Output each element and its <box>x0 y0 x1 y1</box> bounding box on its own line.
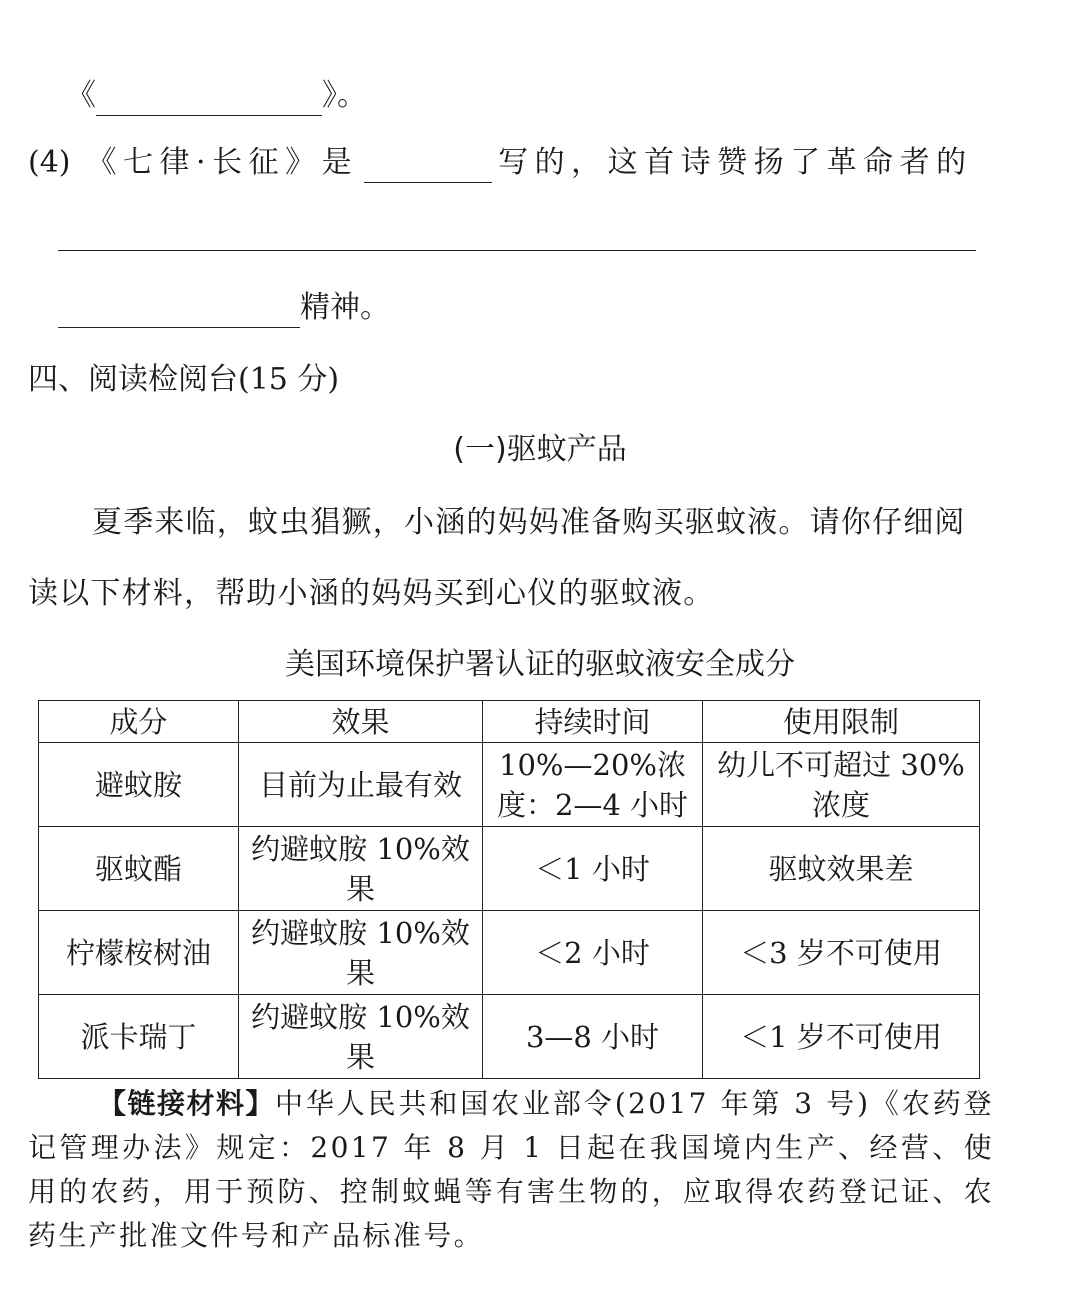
table-cell: ＜1 岁不可使用 <box>703 995 980 1079</box>
q4-tail-line <box>58 288 390 328</box>
link-material-text: 中华人民共和国农业部令(2017 年第 3 号)《农药登记管理办法》规定：2017 年 8 月 1 日起在我国境内生产、经营、使用的农药，用于预防、控制蚊蝇等有害生物的，应取得农药登记证、农药生产批准文件号和产品标准号。 <box>28 1087 994 1252</box>
table-cell: 柠檬桉树油 <box>39 911 239 995</box>
q4-spirit-blank[interactable] <box>58 297 300 328</box>
intro-line-1: 夏季来临，蚊虫猖獗，小涵的妈妈准备购买驱蚊液。请你仔细阅 <box>92 505 966 540</box>
table-cell: ＜2 小时 <box>483 911 703 995</box>
q4-answer-line-full[interactable] <box>58 250 976 251</box>
q4-author-blank[interactable] <box>364 152 492 183</box>
q4-line <box>28 143 973 183</box>
header-cell: 持续时间 <box>483 701 703 743</box>
table-row <box>39 743 980 827</box>
table-cell: 驱蚊酯 <box>39 827 239 911</box>
table-cell: 派卡瑞丁 <box>39 995 239 1079</box>
table-header-row <box>39 701 980 743</box>
link-material-paragraph <box>28 1082 994 1258</box>
header-cell: 效果 <box>239 701 483 743</box>
ingredient-table <box>38 700 980 1079</box>
q4-text-a: 《七律·长征》是 <box>86 145 359 180</box>
book-title-close: 》。 <box>322 78 367 113</box>
table-cell: 避蚊胺 <box>39 743 239 827</box>
table-caption: 美国环境保护署认证的驱蚊液安全成分 <box>285 647 795 682</box>
table-cell: ＜1 小时 <box>483 827 703 911</box>
book-title-open: 《 <box>66 78 96 113</box>
header-cell: 使用限制 <box>703 701 980 743</box>
passage-title: (一)驱蚊产品 <box>453 432 627 467</box>
table-cell: 目前为止最有效 <box>239 743 483 827</box>
table-row <box>39 827 980 911</box>
link-material-label: 【链接材料】 <box>98 1087 275 1120</box>
q3-answer-line <box>66 76 367 116</box>
q3-answer-blank[interactable] <box>96 85 322 116</box>
table-cell: ＜3 岁不可使用 <box>703 911 980 995</box>
table-cell: 约避蚊胺 10%效果 <box>239 827 483 911</box>
table-cell: 驱蚊效果差 <box>703 827 980 911</box>
table-cell: 约避蚊胺 10%效果 <box>239 911 483 995</box>
header-cell: 成分 <box>39 701 239 743</box>
q4-tail-text: 精神。 <box>300 290 390 325</box>
intro-line-2: 读以下材料，帮助小涵的妈妈买到心仪的驱蚊液。 <box>28 576 715 611</box>
q4-label: (4) <box>28 145 71 180</box>
section-heading: 四、阅读检阅台(15 分) <box>28 362 340 397</box>
table-row <box>39 911 980 995</box>
q4-text-b: 写的，这首诗赞扬了革命者的 <box>498 145 973 180</box>
table-cell: 幼儿不可超过 30%浓度 <box>703 743 980 827</box>
table-cell: 3—8 小时 <box>483 995 703 1079</box>
table-cell: 约避蚊胺 10%效果 <box>239 995 483 1079</box>
table-cell: 10%—20%浓度：2—4 小时 <box>483 743 703 827</box>
table-row <box>39 995 980 1079</box>
